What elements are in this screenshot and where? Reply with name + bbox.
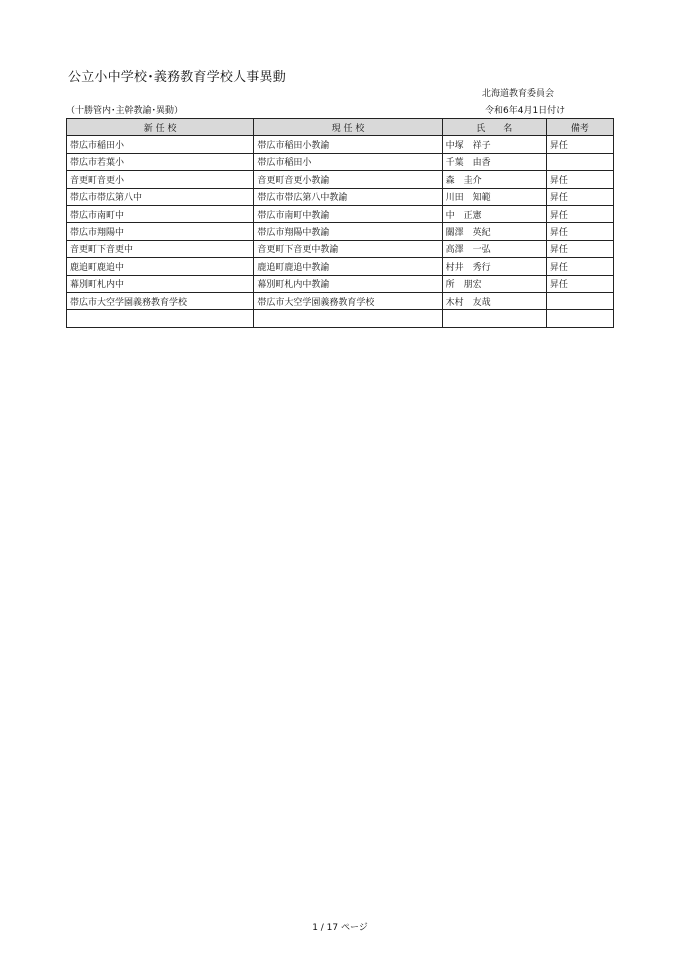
cell-current-school: 幕別町札内中教諭 [254, 275, 442, 292]
table-row [67, 240, 614, 257]
table-row [67, 205, 614, 222]
cell-new-school: 幕別町札内中 [67, 275, 254, 292]
cell-current-school: 音更町下音更中教諭 [254, 240, 442, 257]
header-name: 氏 名 [442, 119, 546, 136]
cell-name: 高澤 一弘 [442, 240, 546, 257]
table-row [67, 136, 614, 153]
cell-new-school: 音更町音更小 [67, 171, 254, 188]
cell-current-school: 音更町音更小教諭 [254, 171, 442, 188]
cell-current-school: 帯広市稲田小 [254, 153, 442, 170]
cell-new-school [67, 310, 254, 327]
cell-new-school: 帯広市南町中 [67, 205, 254, 222]
table-row [67, 292, 614, 309]
cell-name: 所 朋宏 [442, 275, 546, 292]
cell-new-school: 帯広市帯広第八中 [67, 188, 254, 205]
cell-remarks: 昇任 [546, 188, 613, 205]
table-row-empty [67, 310, 614, 327]
cell-current-school: 帯広市南町中教諭 [254, 205, 442, 222]
cell-current-school: 帯広市翔陽中教諭 [254, 223, 442, 240]
cell-remarks: 昇任 [546, 258, 613, 275]
page-number: 1 / 17 ページ [312, 923, 368, 933]
header-current-school: 現 任 校 [254, 119, 442, 136]
table-row [67, 223, 614, 240]
cell-name: 川田 知範 [442, 188, 546, 205]
cell-current-school [254, 310, 442, 327]
cell-remarks: 昇任 [546, 136, 613, 153]
personnel-table [66, 118, 614, 328]
cell-remarks: 昇任 [546, 223, 613, 240]
issuer-name: 北海道教育委員会 [482, 89, 555, 99]
table-header-row [67, 119, 614, 136]
cell-new-school: 音更町下音更中 [67, 240, 254, 257]
header-new-school: 新 任 校 [67, 119, 254, 136]
cell-name: 千葉 由香 [442, 153, 546, 170]
cell-remarks [546, 153, 613, 170]
table-row [67, 153, 614, 170]
cell-current-school: 帯広市稲田小教諭 [254, 136, 442, 153]
header-remarks: 備考 [546, 119, 613, 136]
cell-new-school: 帯広市稲田小 [67, 136, 254, 153]
document-title: 公立小中学校･義務教育学校人事異動 [68, 70, 286, 85]
cell-new-school: 帯広市若葉小 [67, 153, 254, 170]
cell-name: 森 圭介 [442, 171, 546, 188]
cell-new-school: 帯広市大空学園義務教育学校 [67, 292, 254, 309]
cell-name: 村井 秀行 [442, 258, 546, 275]
cell-name [442, 310, 546, 327]
cell-name: 關澤 英紀 [442, 223, 546, 240]
cell-remarks: 昇任 [546, 240, 613, 257]
cell-remarks: 昇任 [546, 171, 613, 188]
cell-name: 木村 友哉 [442, 292, 546, 309]
table-row [67, 171, 614, 188]
cell-remarks [546, 292, 613, 309]
effective-date: 令和6年4月1日付け [485, 106, 566, 116]
cell-name: 中塚 祥子 [442, 136, 546, 153]
cell-current-school: 鹿追町鹿追中教諭 [254, 258, 442, 275]
table-row [67, 258, 614, 275]
cell-name: 中 正憲 [442, 205, 546, 222]
cell-current-school: 帯広市大空学園義務教育学校 [254, 292, 442, 309]
table-row [67, 275, 614, 292]
cell-remarks [546, 310, 613, 327]
document-subtitle: （十勝管内･主幹教諭･異動） [66, 106, 184, 116]
table-row [67, 188, 614, 205]
cell-new-school: 帯広市翔陽中 [67, 223, 254, 240]
cell-remarks: 昇任 [546, 275, 613, 292]
cell-remarks: 昇任 [546, 205, 613, 222]
cell-current-school: 帯広市帯広第八中教諭 [254, 188, 442, 205]
cell-new-school: 鹿追町鹿追中 [67, 258, 254, 275]
